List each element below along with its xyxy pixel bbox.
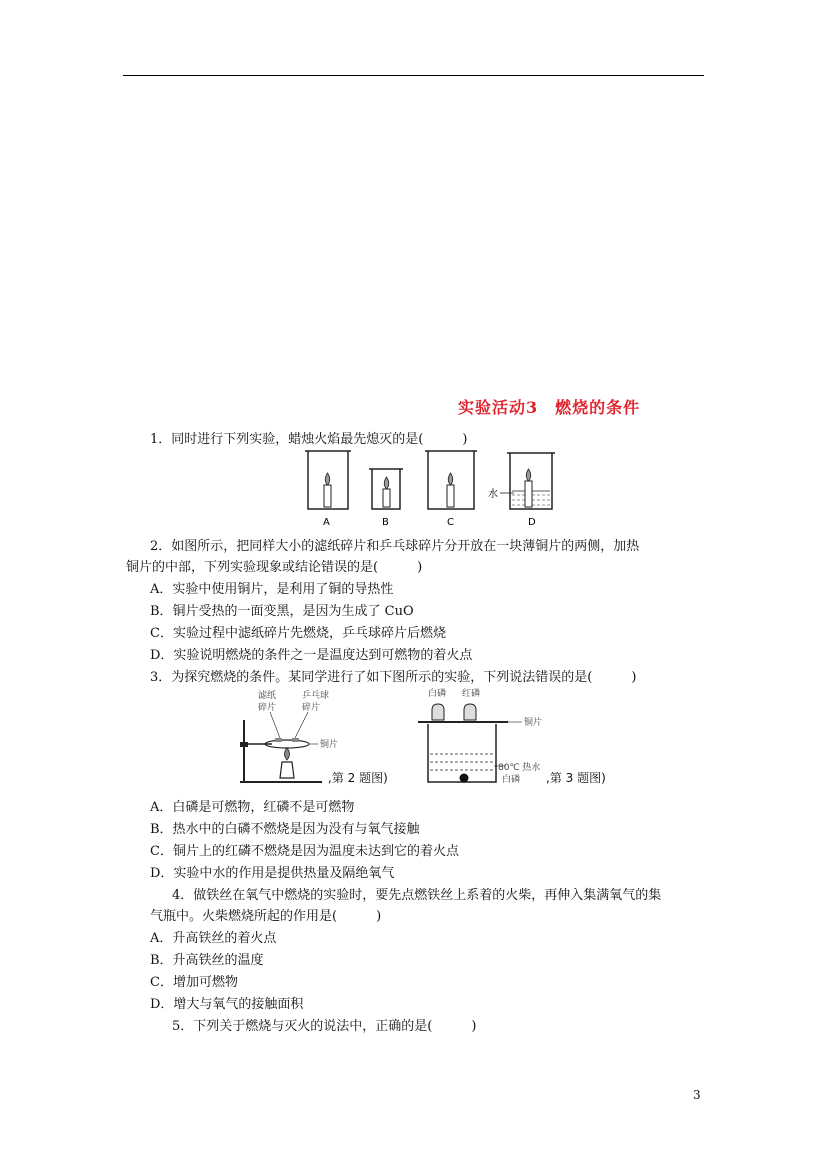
q3-option-a: A．白磷是可燃物，红磷不是可燃物 [150,800,355,815]
jar-a [305,451,351,509]
q4-stem-line1: 4．做铁丝在氧气中燃烧的实验时，要先点燃铁丝上系着的火柴，再伸入集满氧气的集 [172,888,662,903]
section-title: 实验活动3 燃烧的条件 [458,398,641,417]
fig2-label-copper: 铜片 [320,740,339,750]
jar-c [425,451,477,509]
q3-option-d: D．实验中水的作用是提供热量及隔绝氧气 [150,866,395,881]
fig3-label-copper: 铜片 [524,718,543,728]
fig2-label-paper: 滤纸 [258,691,277,701]
water-label: 水 [488,489,498,500]
fig2-apparatus [240,712,322,782]
fig3-caption: ,第 3 题图) [546,771,606,785]
q1-figure [300,447,560,529]
q1-stem: 1．同时进行下列实验，蜡烛火焰最先熄灭的是( ) [150,432,468,447]
q4-option-a: A．升高铁丝的着火点 [150,931,277,946]
q2-stem-line2: 铜片的中部，下列实验现象或结论错误的是( ) [126,560,423,575]
fig3-label-red-p: 红磷 [462,689,481,699]
jar-b [369,469,403,509]
q2-option-d: D．实验说明燃烧的条件之一是温度达到可燃物的着火点 [150,648,473,663]
label-c: C [447,517,454,528]
fig3-label-hot-water: 80℃ 热水 [498,763,541,773]
fig2-label-pingpong2: 碎片 [302,703,321,713]
fig2-label-pingpong: 乒乓球 [302,691,330,701]
q5-stem: 5．下列关于燃烧与灭火的说法中，正确的是( ) [172,1019,477,1034]
fig3-label-white-p: 白磷 [428,689,447,699]
label-a: A [323,517,330,528]
q4-option-c: C．增加可燃物 [150,975,238,990]
jar-d [500,453,555,509]
label-d: D [528,517,536,528]
header-rule [123,75,704,76]
label-b: B [382,517,389,528]
q3-stem: 3．为探究燃烧的条件。某同学进行了如下图所示的实验，下列说法错误的是( ) [150,670,637,685]
q2-option-a: A．实验中使用铜片，是利用了铜的导热性 [150,582,394,597]
q2-option-c: C．实验过程中滤纸碎片先燃烧，乒乓球碎片后燃烧 [150,626,446,641]
q2-stem-line1: 2．如图所示，把同样大小的滤纸碎片和乒乓球碎片分开放在一块薄铜片的两侧，加热 [150,539,640,554]
q4-stem-line2: 气瓶中。火柴燃烧所起的作用是( ) [150,909,382,924]
fig2-label-paper2: 碎片 [258,703,277,713]
q3-option-c: C．铜片上的红磷不燃烧是因为温度未达到它的着火点 [150,844,459,859]
q4-option-b: B．升高铁丝的温度 [150,953,264,968]
q4-option-d: D．增大与氧气的接触面积 [150,997,304,1012]
page-number: 3 [693,1088,701,1102]
fig2-caption: ,第 2 题图) [328,771,388,785]
q2-option-b: B．铜片受热的一面变黑，是因为生成了 CuO [150,604,414,619]
q3-option-b: B．热水中的白磷不燃烧是因为没有与氧气接触 [150,822,420,837]
q3-figures [232,686,642,792]
fig3-label-white-p2: 白磷 [502,775,521,785]
